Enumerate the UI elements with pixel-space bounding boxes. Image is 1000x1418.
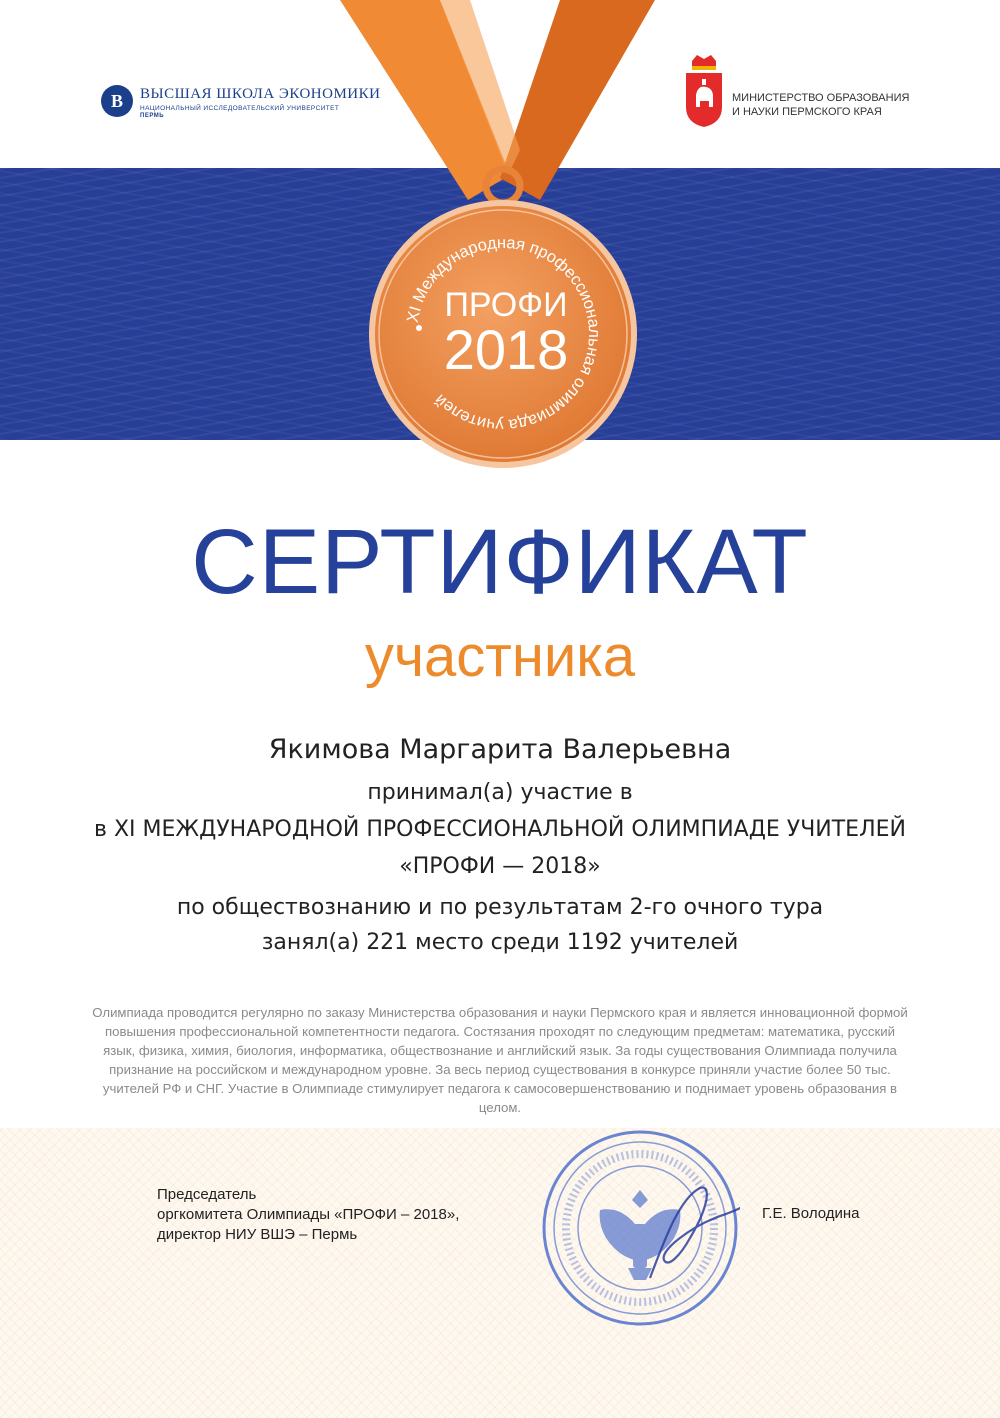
olympiad-title-line: «ПРОФИ — 2018» [399, 854, 601, 879]
description-paragraph: Олимпиада проводится регулярно по заказу Министерства образования и науки Пермского края и является инновационной формой повышения профессиональной компетентности педагога. Состязания проходят по следующим предметам: математика, русский язык, физика, химия, биология, информатика, обществознание и английский язык. За годы существования Олимпиада получила признание на российском и международном уровне. За весь период существования в конкурсе приняли участие более 50 тыс. учителей РФ и СНГ. Участие в Олимпиаде стимулирует педагога к самосовершенствованию и поднимает уровень образования в целом. [92, 1005, 908, 1115]
ministry-line1: МИНИСТЕРСТВО ОБРАЗОВАНИЯ [732, 92, 910, 104]
subject-line: по обществознанию и по результатам 2-го очного тура [176, 895, 824, 920]
hse-emblem-icon [100, 84, 134, 118]
medal-icon [368, 164, 638, 476]
certificate-subtitle: участника [364, 624, 636, 689]
hse-title: ВЫСШАЯ ШКОЛА ЭКОНОМИКИ [140, 86, 381, 102]
certificate-title: СЕРТИФИКАТ [191, 511, 809, 613]
ministry-line2: И НАУКИ ПЕРМСКОГО КРАЯ [732, 106, 882, 118]
olympiad-name-line: в XI МЕЖДУНАРОДНОЙ ПРОФЕССИОНАЛЬНОЙ ОЛИМПИАДЕ УЧИТЕЛЕЙ [94, 817, 906, 842]
signatory-line3: директор НИУ ВШЭ – Пермь [157, 1226, 358, 1243]
hse-subtitle: НАЦИОНАЛЬНЫЙ ИССЛЕДОВАТЕЛЬСКИЙ УНИВЕРСИТЕТ [140, 105, 340, 112]
medal-line1: ПРОФИ [444, 286, 568, 324]
signer-name: Г.Е. Володина [762, 1205, 860, 1222]
perm-crest-icon [682, 55, 726, 129]
participation-line: принимал(а) участие в [367, 780, 633, 805]
signatory-line1: Председатель [157, 1186, 257, 1203]
official-seal-icon [540, 1128, 740, 1328]
svg-text:В: В [110, 91, 124, 111]
signatory-line2: оргкомитета Олимпиады «ПРОФИ – 2018», [157, 1206, 460, 1223]
medal-ring-text: XI Международная профессиональная олимпиада учителей [403, 233, 604, 435]
guilloche-background [0, 1128, 1000, 1418]
participant-name: Якимова Маргарита Валерьевна [268, 734, 732, 765]
signatory-block [157, 1185, 459, 1245]
hse-city: ПЕРМЬ [140, 113, 165, 119]
medal-line2: 2018 [443, 318, 569, 381]
ministry-logo [682, 55, 912, 135]
ministry-text [732, 91, 909, 119]
hse-logo [100, 82, 380, 122]
result-line: занял(а) 221 место среди 1192 учителей [261, 930, 739, 955]
